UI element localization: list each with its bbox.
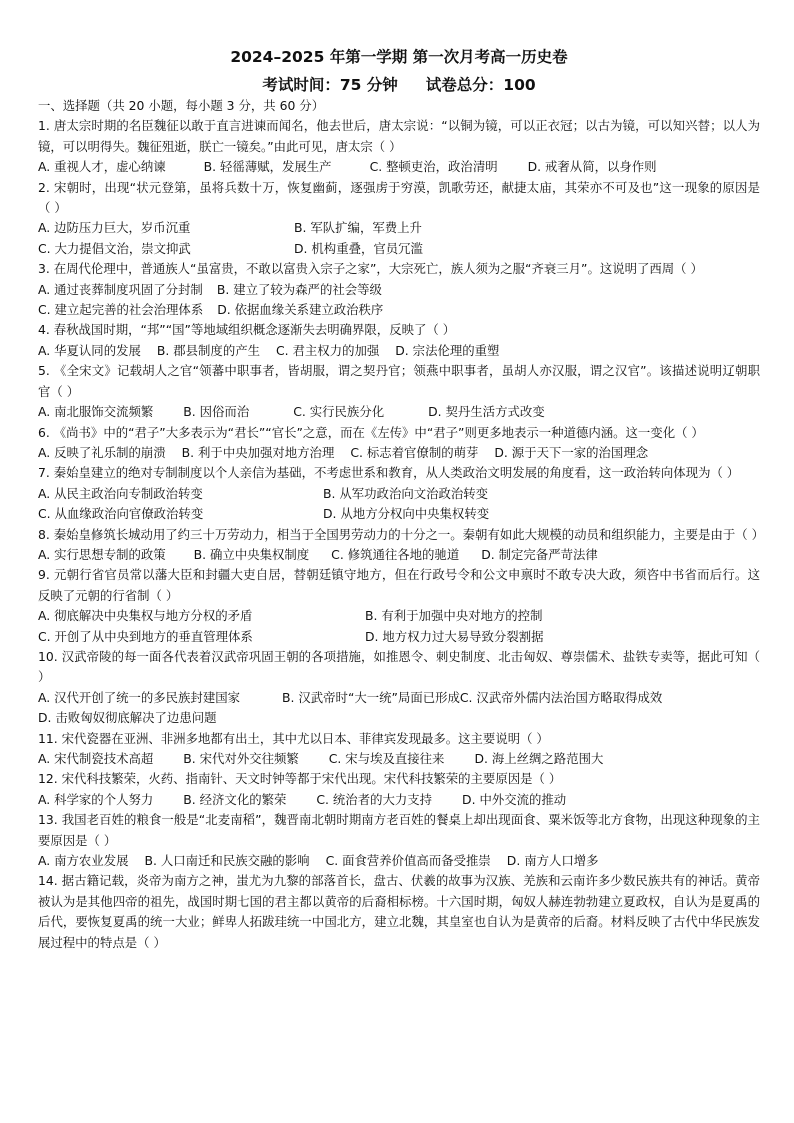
option-list: [38, 402, 760, 422]
option-b[interactable]: B. 因俗而治: [183, 404, 250, 420]
question-stem: 14. 据古籍记载，炎帝为南方之神，蚩尤为九黎的部落首长，盘古、伏羲的故事为汉族、羌族和云南许多少数民族共有的神话。黄帝被认为是其他四帝的祖先，战国时期七国的君主都以黄帝的后裔相标榜。十六国时期，匈奴人赫连勃勃建立夏政权，自认为是夏禹的后代，要恢复夏禹的统一大业；鲜卑人拓跋珪统一中国北方，建立北魏，其皇室也自认为是黄帝的后裔。材料反映了古代中华民族发展过程中的特点是（ ）: [38, 873, 760, 950]
question-stem: 8. 秦始皇修筑长城动用了约三十万劳动力，相当于全国男劳动力的十分之一。秦朝有如此大规模的动员和组织能力，主要是由于（ ）: [38, 526, 764, 542]
option-c[interactable]: C. 开创了从中央到地方的垂直管理体系: [38, 628, 253, 644]
section-heading: 一、选择题（共 20 小题，每小题 3 分，共 60 分）: [38, 98, 325, 113]
question-stem: 7. 秦始皇建立的绝对专制制度以个人亲信为基础，不考虑世系和教育，从人类政治文明发展的角度看，这一政治转向体现为（ ）: [38, 465, 740, 481]
option-a[interactable]: A. 汉代开创了统一的多民族封建国家: [38, 689, 240, 705]
option-list: [38, 341, 760, 361]
option-c[interactable]: C. 统治者的大力支持: [316, 791, 433, 807]
question-stem: 13. 我国老百姓的粮食一般是“北麦南稻”，魏晋南北朝时期南方老百姓的餐桌上却出现面食、粟米饭等北方食物，出现这种现象的主要原因是（ ）: [38, 812, 760, 848]
option-d[interactable]: D. 源于天下一家的治国理念: [494, 444, 649, 460]
option-c[interactable]: C. 汉武帝外儒内法治国方略取得成效: [459, 689, 663, 705]
question-stem: 9. 元朝行省官员常以藩大臣和封疆大吏自居，替朝廷镇守地方，但在行政号令和公文申禀时不敢专决大政，须咨中书省而后行。这反映了元朝的行省制（ ）: [38, 567, 760, 603]
option-a[interactable]: A. 华夏认同的发展: [38, 342, 141, 358]
option-c[interactable]: C. 实行民族分化: [293, 404, 385, 420]
option-d[interactable]: D. 南方人口增多: [506, 853, 599, 869]
option-list: [38, 790, 760, 810]
option-list: [38, 218, 760, 259]
option-list: [38, 280, 760, 321]
question-7: [38, 463, 760, 524]
option-list: [38, 443, 760, 463]
question-8: [38, 525, 764, 566]
question-stem: 12. 宋代科技繁荣，火药、指南针、天文时钟等都于宋代出现。宋代科技繁荣的主要原因是（ ）: [38, 771, 562, 787]
option-d[interactable]: D. 制定完备严苛法律: [481, 546, 598, 562]
question-3: [38, 259, 760, 320]
question-6: [38, 423, 760, 464]
option-b[interactable]: B. 汉武帝时“大一统”局面已形成: [282, 689, 460, 705]
option-c[interactable]: C. 修筑通往各地的驰道: [331, 546, 460, 562]
question-stem: 5. 《全宋文》记载胡人之官“领蕃中职事者，皆胡服，谓之契丹官；领燕中职事者，虽胡人亦汉服，谓之汉官”。该描述说明辽朝职官（ ）: [38, 363, 760, 399]
question-stem: 1. 唐太宗时期的名臣魏征以敢于直言进谏而闻名，他去世后，唐太宗说：“以铜为镜，可以正衣冠；以古为镜，可以知兴替；以人为镜，可以明得失。魏征殂逝，朕亡一镜矣。”由此可见，唐太宗（ ）: [38, 118, 760, 154]
option-d[interactable]: D. 中外交流的推动: [462, 791, 567, 807]
option-a[interactable]: A. 反映了礼乐制的崩溃: [38, 444, 166, 460]
option-list: [38, 606, 760, 647]
option-d[interactable]: D. 地方权力过大易导致分裂割据: [365, 628, 544, 644]
option-a[interactable]: A. 南方农业发展: [38, 853, 129, 869]
question-stem: 2. 宋朝时，出现“状元登第，虽将兵数十万，恢复幽蓟，逐强虏于穷漠，凯歌劳还，献捷太庙，其荣亦不可及也”这一现象的原因是（ ）: [38, 179, 760, 216]
option-b[interactable]: B. 军队扩编，军费上升: [294, 220, 422, 236]
option-b[interactable]: B. 郡县制度的产生: [156, 342, 260, 358]
option-list: [38, 484, 760, 525]
option-a[interactable]: A. 实行思想专制的政策: [38, 546, 166, 562]
option-b[interactable]: B. 宋代对外交往频繁: [183, 751, 299, 766]
option-a[interactable]: A. 科学家的个人努力: [38, 791, 154, 807]
option-b[interactable]: B. 建立了较为森严的社会等级: [216, 281, 382, 297]
question-stem: 3. 在周代伦理中，普通族人“虽富贵，不敢以富贵入宗子之家”，大宗死亡，族人须为之服“齐衰三月”。这说明了西周（ ）: [38, 261, 703, 277]
option-list: [38, 688, 760, 729]
page-title: 2024–2025 年第一学期 第一次月考高一历史卷: [230, 48, 568, 66]
option-c[interactable]: C. 从血缘政治向官僚政治转变: [38, 506, 204, 522]
question-stem: 4. 春秋战国时期，“邦”“国”等地域组织概念逐渐失去明确界限，反映了（ ）: [38, 322, 456, 338]
question-4: [38, 320, 760, 361]
option-list: [38, 157, 760, 177]
question-5: [38, 361, 760, 422]
option-b[interactable]: B. 经济文化的繁荣: [183, 791, 287, 807]
option-c[interactable]: C. 大力提倡文治，崇文抑武: [38, 240, 191, 256]
option-a[interactable]: A. 通过丧葬制度巩固了分封制: [38, 281, 203, 297]
option-a[interactable]: A. 重视人才，虚心纳谏: [38, 159, 166, 175]
option-b[interactable]: B. 利于中央加强对地方治理: [181, 444, 335, 460]
option-b[interactable]: B. 有利于加强中央对地方的控制: [365, 608, 543, 624]
exam-time: 考试时间：75 分钟: [262, 76, 398, 94]
option-b[interactable]: B. 确立中央集权制度: [193, 546, 310, 562]
question-13: [38, 810, 760, 871]
option-b[interactable]: B. 人口南迁和民族交融的影响: [144, 853, 310, 869]
option-a[interactable]: A. 边防压力巨大，岁币沉重: [38, 220, 191, 236]
question-stem: 11. 宋代瓷器在亚洲、非洲多地都有出土，其中尤以日本、菲律宾发现最多。这主要说明（ ）: [38, 730, 549, 746]
option-a[interactable]: A. 南北服饰交流频繁: [38, 404, 154, 420]
question-1: [38, 116, 760, 177]
option-c[interactable]: C. 建立起完善的社会治理体系: [38, 302, 204, 318]
option-d[interactable]: D. 海上丝绸之路范围大: [474, 751, 604, 766]
option-list: [38, 749, 760, 769]
exam-info: [38, 74, 760, 96]
option-b[interactable]: B. 从军功政治向文治政治转变: [323, 485, 489, 501]
option-list: [38, 545, 760, 565]
question-11: [38, 729, 760, 770]
question-14: [38, 871, 760, 953]
question-stem: 10. 汉武帝陵的每一面各代表着汉武帝巩固王朝的各项措施，如推恩令、刺史制度、北击匈奴、尊崇儒术、盐铁专卖等，据此可知（ ）: [38, 648, 760, 685]
option-d[interactable]: D. 契丹生活方式改变: [428, 404, 545, 420]
total-score: 试卷总分：100: [425, 76, 536, 94]
option-d[interactable]: D. 从地方分权向中央集权转变: [323, 506, 490, 522]
option-a[interactable]: A. 彻底解决中央集权与地方分权的矛盾: [38, 608, 253, 624]
option-c[interactable]: C. 宋与埃及直接往来: [328, 751, 445, 766]
option-list: [38, 851, 760, 871]
option-d[interactable]: D. 击败匈奴彻底解决了边患问题: [38, 710, 217, 726]
option-d[interactable]: D. 依据血缘关系建立政治秩序: [217, 302, 384, 318]
option-d[interactable]: D. 戒奢从简，以身作则: [527, 159, 657, 175]
option-c[interactable]: C. 面食营养价值高而备受推崇: [325, 853, 491, 869]
option-c[interactable]: C. 标志着官僚制的萌芽: [350, 444, 479, 460]
question-9: [38, 565, 760, 647]
question-2: [38, 178, 760, 260]
question-12: [38, 769, 760, 810]
option-d[interactable]: D. 宗法伦理的重塑: [395, 342, 500, 358]
question-stem: 6. 《尚书》中的“君子”大多表示为“君长”“官长”之意，而在《左传》中“君子”则更多地表示一种道德内涵。这一变化（ ）: [38, 424, 704, 440]
option-c[interactable]: C. 君主权力的加强: [276, 342, 380, 358]
option-a[interactable]: A. 宋代制瓷技术高超: [38, 751, 154, 766]
option-d[interactable]: D. 机构重叠，官员冗滥: [294, 240, 423, 256]
question-10: [38, 647, 760, 729]
option-c[interactable]: C. 整顿吏治，政治清明: [369, 159, 498, 175]
option-a[interactable]: A. 从民主政治向专制政治转变: [38, 485, 203, 501]
option-b[interactable]: B. 轻徭薄赋，发展生产: [203, 159, 332, 175]
